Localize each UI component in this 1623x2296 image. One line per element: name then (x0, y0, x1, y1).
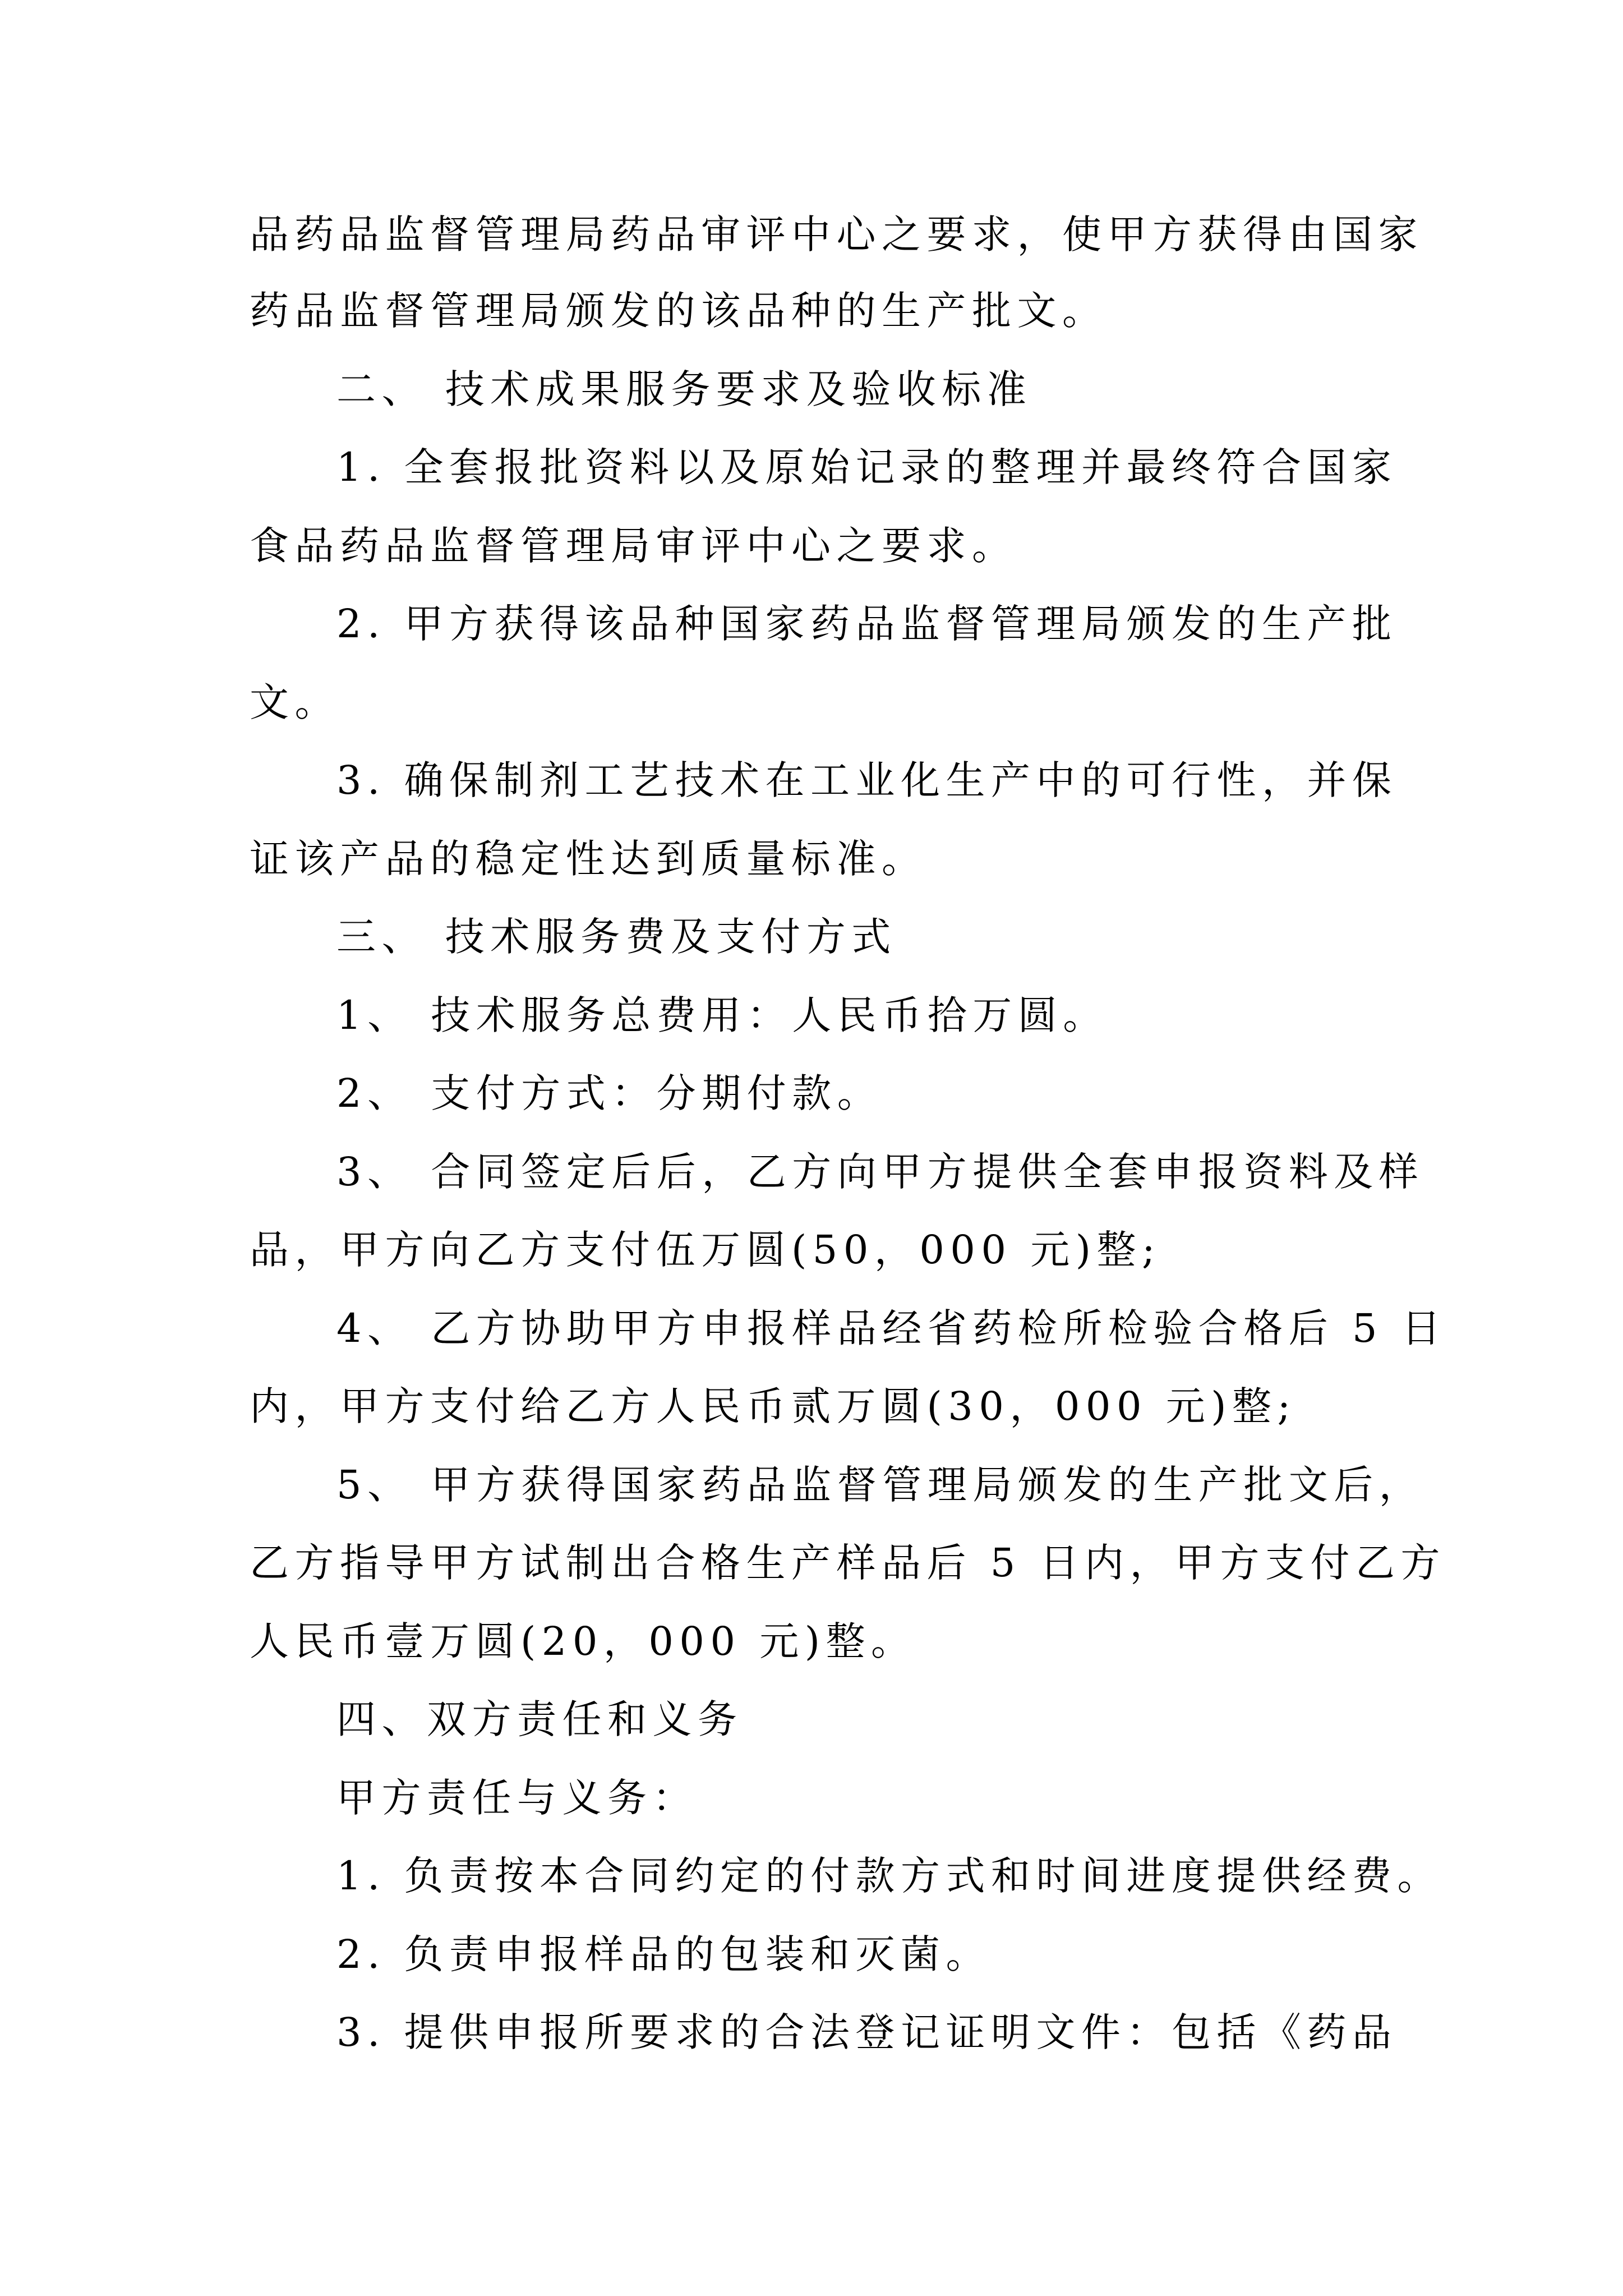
text-line: 品药品监督管理局药品审评中心之要求，使甲方获得由国家 (250, 211, 1423, 257)
text-line: 证该产品的稳定性达到质量标准。 (250, 836, 927, 882)
text-line: 文。 (250, 679, 340, 725)
text-line: 1. 全套报批资料以及原始记录的整理并最终符合国家 (336, 444, 1398, 490)
section-heading: 四、双方责任和义务 (336, 1696, 743, 1742)
text-line: 内，甲方支付给乙方人民币贰万圆(30，000 元)整; (250, 1383, 1297, 1429)
text-line: 2. 负责申报样品的包装和灭菌。 (336, 1931, 992, 1977)
text-line: 乙方指导甲方试制出合格生产样品后 5 日内，甲方支付乙方 (250, 1540, 1446, 1586)
section-heading: 三、 技术服务费及支付方式 (336, 914, 897, 960)
text-line: 药品监督管理局颁发的该品种的生产批文。 (250, 288, 1108, 334)
subsection-heading: 甲方责任与义务： (336, 1775, 698, 1821)
text-line: 食品药品监督管理局审评中心之要求。 (250, 523, 1017, 569)
text-line: 3、 合同签定后后，乙方向甲方提供全套申报资料及样 (336, 1149, 1424, 1195)
text-line: 3. 确保制剂工艺技术在工业化生产中的可行性，并保 (336, 757, 1398, 803)
text-line: 1、 技术服务总费用：人民币拾万圆。 (336, 992, 1108, 1038)
text-line: 4、 乙方协助甲方申报样品经省药检所检验合格后 5 日 (336, 1305, 1447, 1351)
section-heading: 二、 技术成果服务要求及验收标准 (336, 366, 1032, 412)
text-line: 5、 甲方获得国家药品监督管理局颁发的生产批文后， (336, 1462, 1424, 1508)
text-line: 1. 负责按本合同约定的付款方式和时间进度提供经费。 (336, 1853, 1443, 1899)
text-line: 人民币壹万圆(20，000 元)整。 (250, 1618, 916, 1664)
text-line: 2、 支付方式：分期付款。 (336, 1070, 883, 1116)
text-line: 品，甲方向乙方支付伍万圆(50，000 元)整; (250, 1227, 1161, 1273)
text-line: 2. 甲方获得该品种国家药品监督管理局颁发的生产批 (336, 601, 1398, 647)
text-line: 3. 提供申报所要求的合法登记证明文件：包括《药品 (336, 2009, 1398, 2055)
